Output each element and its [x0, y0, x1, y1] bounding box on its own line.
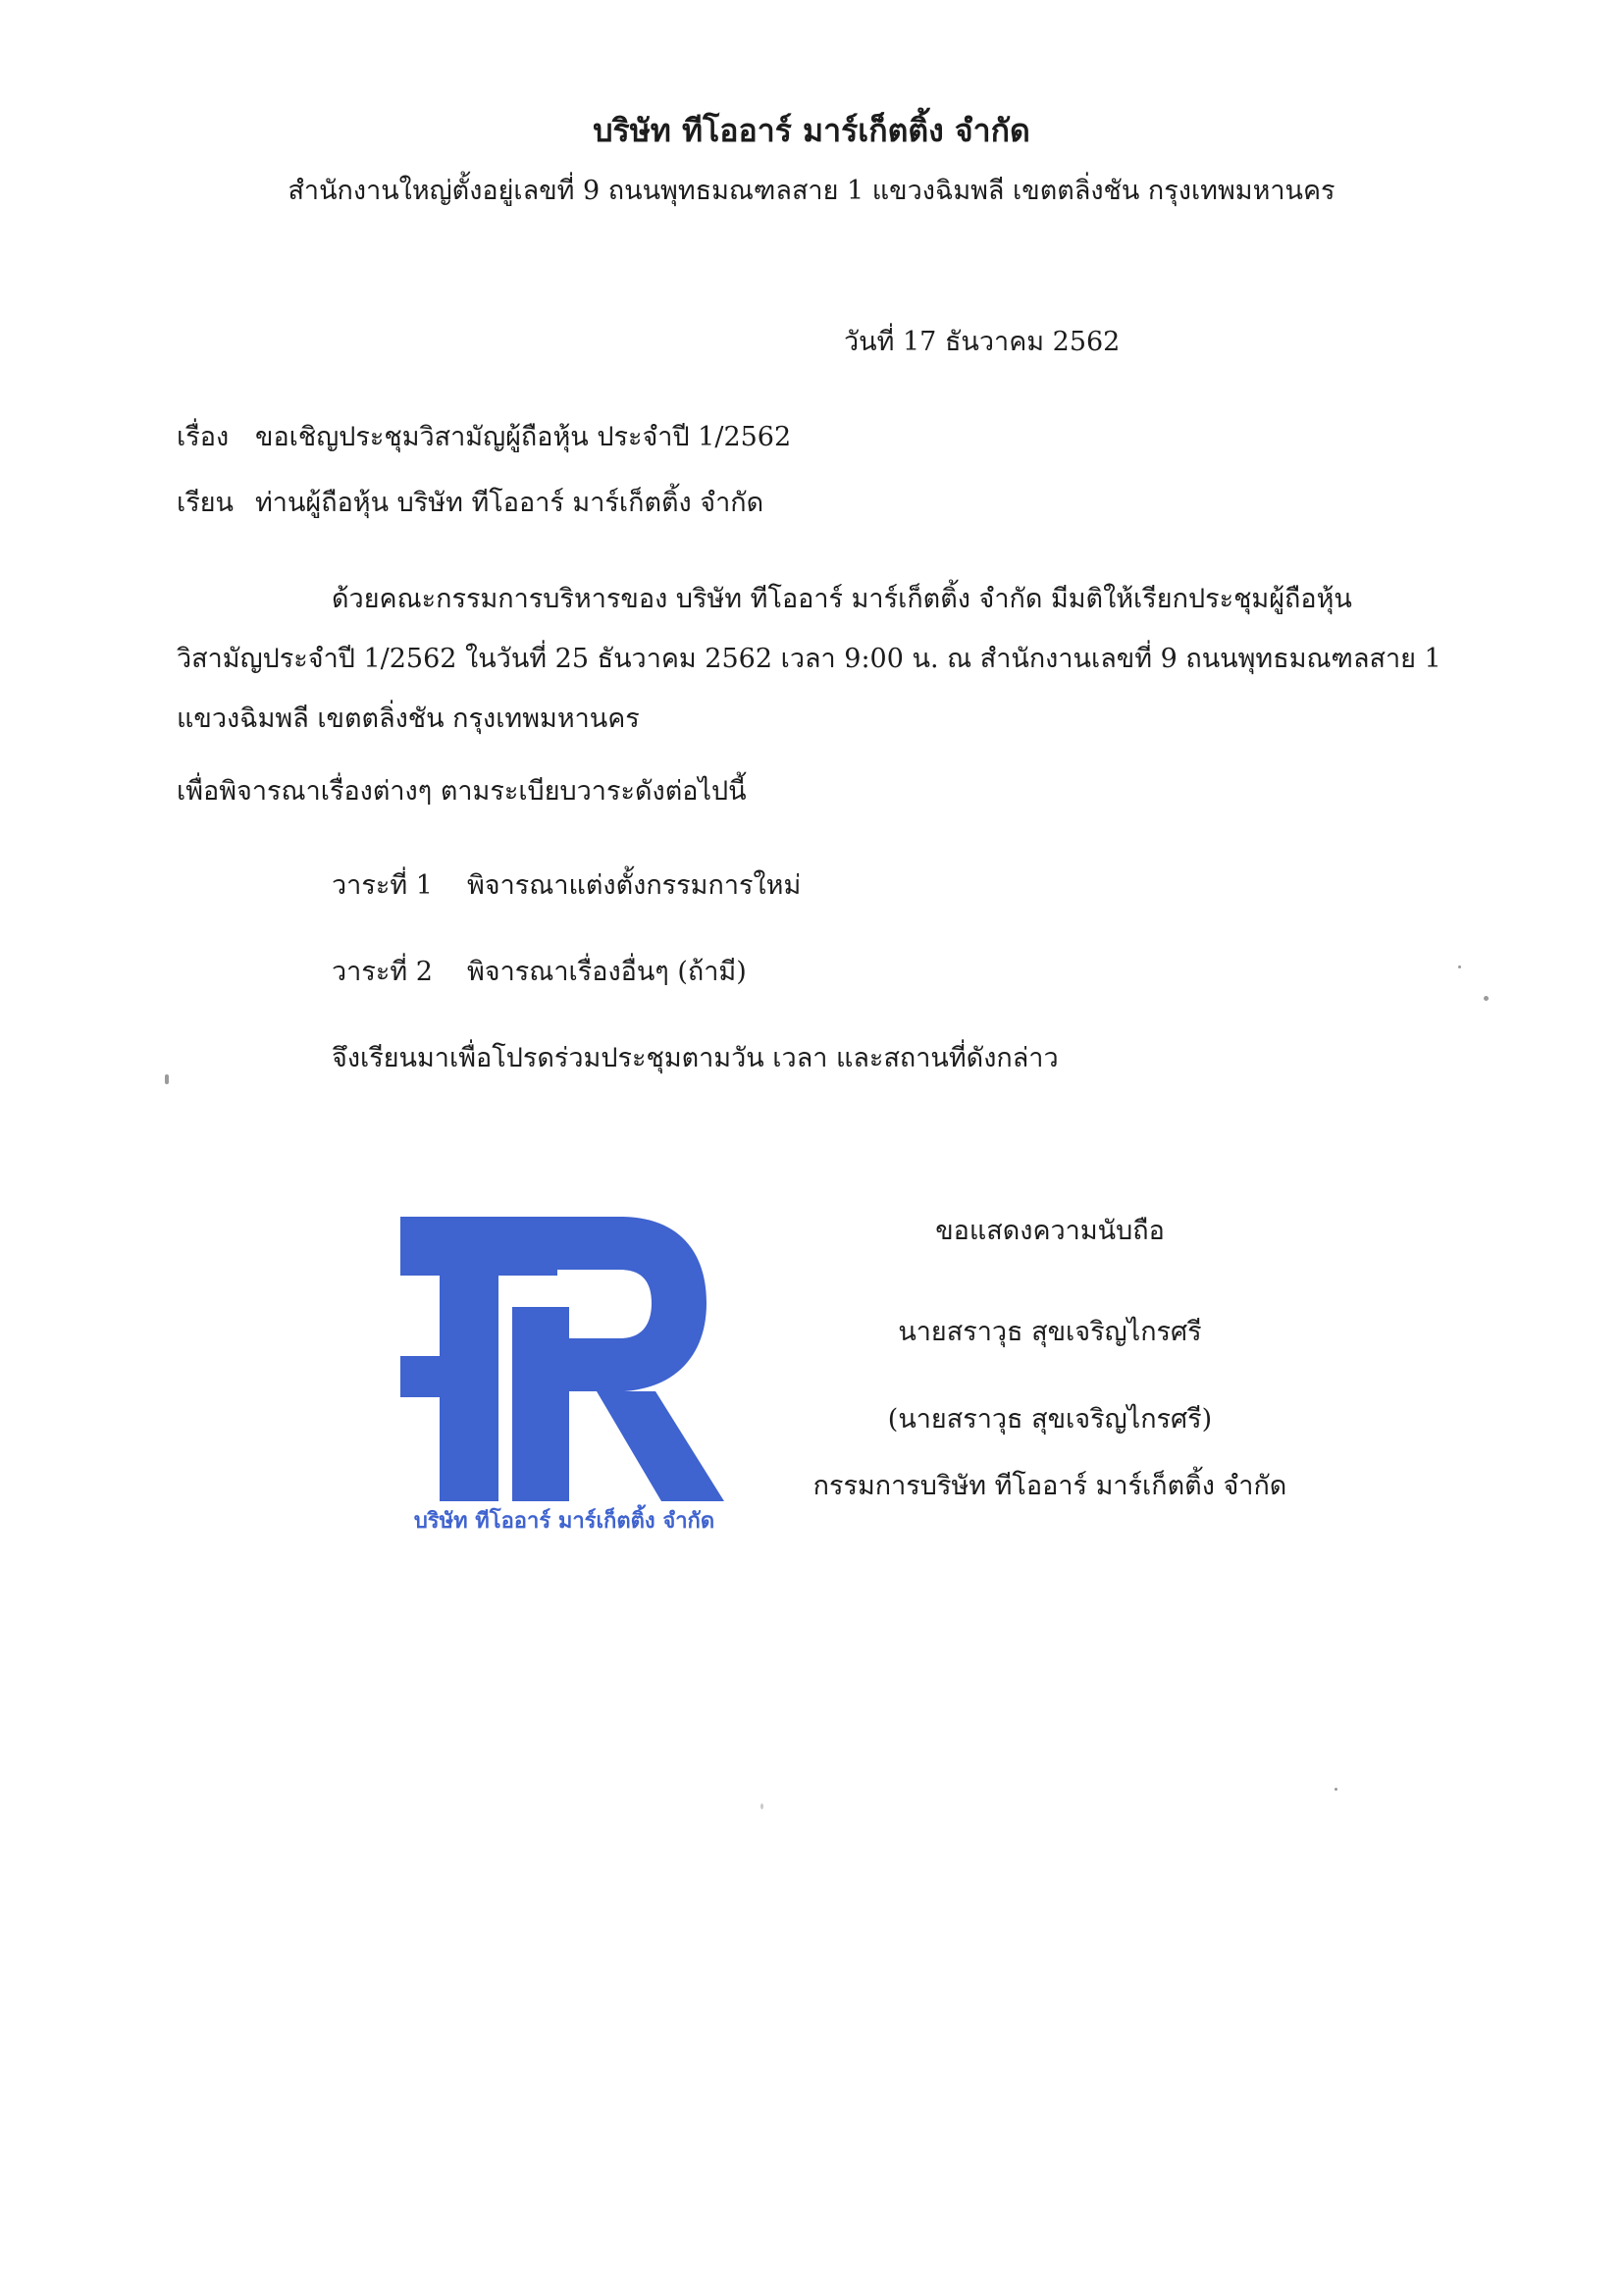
company-address: สำนักงานใหญ่ตั้งอยู่เลขที่ 9 ถนนพุทธมณฑลสาย 1 แขวงฉิมพลี เขตตลิ่งชัน กรุงเทพมหานคร [288, 176, 1335, 206]
body-line-1: ด้วยคณะกรรมการบริหารของ บริษัท ทีโออาร์ มาร์เก็ตติ้ง จำกัด มีมติให้เรียกประชุมผู้ถือหุ้น [332, 584, 1352, 614]
company-name: บริษัท ทีโออาร์ มาร์เก็ตติ้ง จำกัด [593, 112, 1030, 149]
company-stamp [393, 1209, 736, 1533]
agenda-item [332, 950, 747, 992]
agenda-number: วาระที่ 2 [332, 957, 433, 987]
agenda-number: วาระที่ 1 [332, 870, 433, 901]
agenda-intro: เพื่อพิจารณาเรื่องต่างๆ ตามระเบียบวาระดังต่อไปนี้ [177, 776, 747, 807]
scan-speck [760, 1803, 763, 1809]
scan-speck [1335, 1788, 1337, 1791]
closing-sentence: จึงเรียนมาเพื่อโปรดร่วมประชุมตามวัน เวลา และสถานที่ดังกล่าว [332, 1043, 1059, 1073]
scan-speck [1458, 965, 1461, 968]
agenda-text: พิจารณาแต่งตั้งกรรมการใหม่ [467, 870, 802, 901]
scan-speck [165, 1074, 169, 1084]
company-logo-icon [393, 1209, 736, 1533]
letter-date: วันที่ 17 ธันวาคม 2562 [844, 327, 1121, 357]
signatory-name: นายสราวุธ สุขเจริญไกรศรี [898, 1317, 1202, 1347]
subject-text: ขอเชิญประชุมวิสามัญผู้ถือหุ้น ประจำปี 1/2562 [255, 422, 792, 452]
body-line-2: วิสามัญประจำปี 1/2562 ในวันที่ 25 ธันวาคม 2562 เวลา 9:00 น. ณ สำนักงานเลขที่ 9 ถนนพุทธมณฑลสาย 1 [177, 644, 1441, 674]
signatory-title: กรรมการบริษัท ทีโออาร์ มาร์เก็ตติ้ง จำกัด [812, 1471, 1287, 1501]
agenda-item [332, 863, 801, 906]
recipient-label: เรียน [177, 488, 235, 518]
stamp-caption: บริษัท ทีโออาร์ มาร์เก็ตติ้ง จำกัด [413, 1509, 715, 1533]
body-line-3: แขวงฉิมพลี เขตตลิ่งชัน กรุงเทพมหานคร [177, 704, 640, 734]
signatory-name-printed: (นายสราวุธ สุขเจริญไกรศรี) [887, 1404, 1213, 1435]
recipient-text: ท่านผู้ถือหุ้น บริษัท ทีโออาร์ มาร์เก็ตติ้ง จำกัด [255, 488, 764, 518]
signature-greeting: ขอแสดงความนับถือ [935, 1216, 1165, 1246]
scan-speck [1484, 996, 1489, 1001]
subject-label: เรื่อง [177, 422, 230, 452]
agenda-text: พิจารณาเรื่องอื่นๆ (ถ้ามี) [467, 957, 747, 987]
